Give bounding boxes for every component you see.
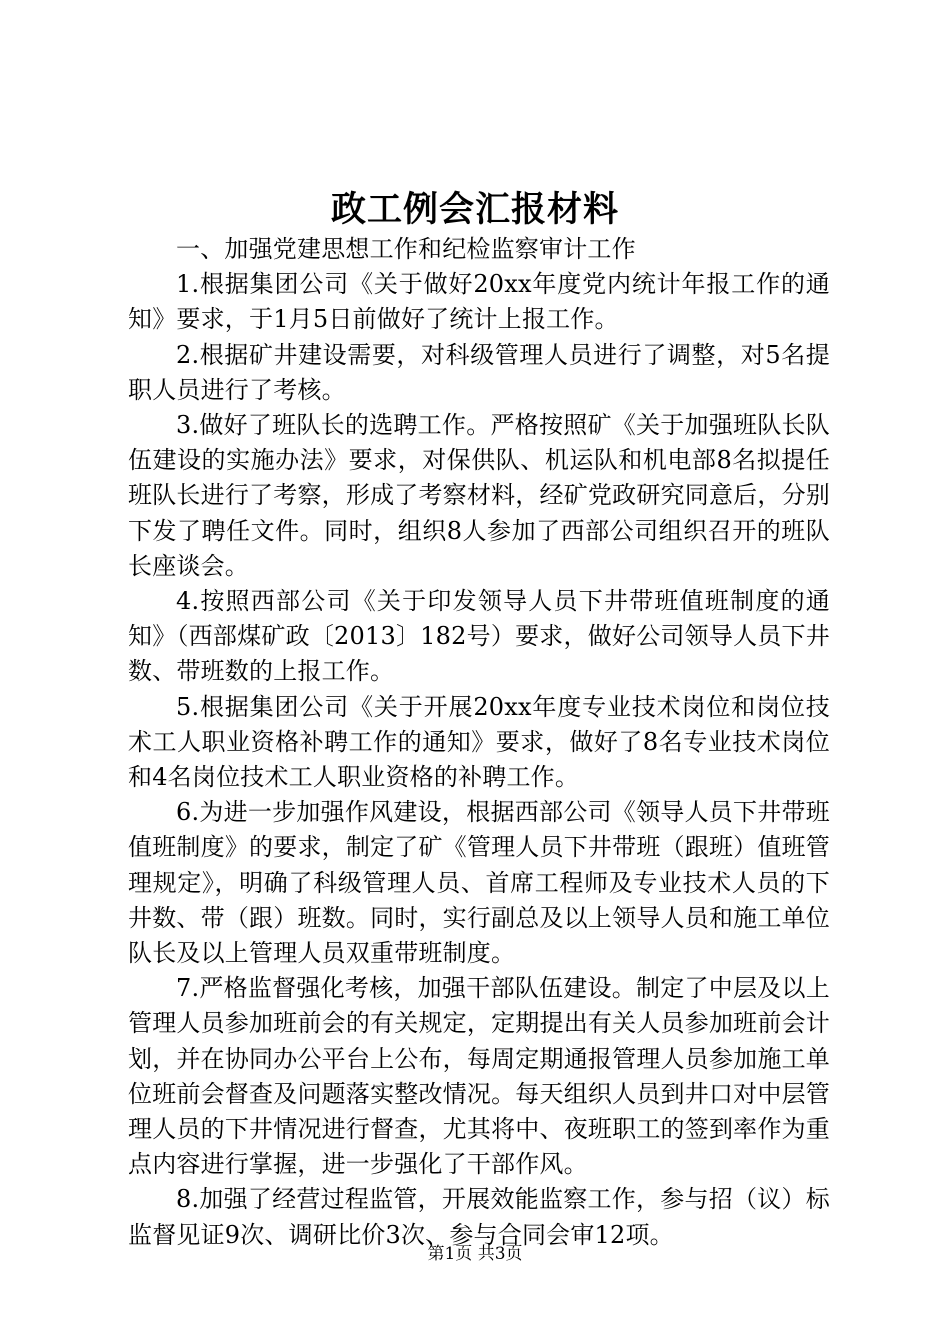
document-body [128,232,830,1253]
paragraph-item-1: 1.根据集团公司《关于做好20xx年度党内统计年报工作的通知》要求，于1月5日前做好了统计上报工作。 [128,270,830,334]
page-number: 第1页 共3页 [427,1244,523,1264]
section-heading: 一、加强党建思想工作和纪检监察审计工作 [176,235,636,263]
paragraph-item-8: 8.加强了经营过程监管，开展效能监察工作，参与招（议）标监督见证9次、调研比价3次、参与合同会审12项。 [128,1185,830,1249]
document-title: 政工例会汇报材料 [330,189,619,230]
paragraph-item-6: 6.为进一步加强作风建设，根据西部公司《领导人员下井带班值班制度》的要求，制定了矿《管理人员下井带班（跟班）值班管理规定》，明确了科级管理人员、首席工程师及专业技术人员的下井数、带（跟）班数。同时，实行副总及以上领导人员和施工单位队长及以上管理人员双重带班制度。 [128,798,830,968]
paragraph-item-3: 3.做好了班队长的选聘工作。严格按照矿《关于加强班队长队伍建设的实施办法》要求，对保供队、机运队和机电部8名拟提任班队长进行了考察，形成了考察材料，经矿党政研究同意后，分别下发了聘任文件。同时，组织8人参加了西部公司组织召开的班队长座谈会。 [128,411,830,580]
paragraph-item-5: 5.根据集团公司《关于开展20xx年度专业技术岗位和岗位技术工人职业资格补聘工作的通知》要求，做好了8名专业技术岗位和4名岗位技术工人职业资格的补聘工作。 [128,692,830,792]
paragraph-item-4: 4.按照西部公司《关于印发领导人员下井带班值班制度的通知》（西部煤矿政〔2013〕182号）要求，做好公司领导人员下井数、带班数的上报工作。 [128,587,830,686]
paragraph-item-2: 2.根据矿井建设需要，对科级管理人员进行了调整，对5名提职人员进行了考核。 [128,340,830,404]
paragraph-item-7: 7.严格监督强化考核，加强干部队伍建设。制定了中层及以上管理人员参加班前会的有关规定，定期提出有关人员参加班前会计划，并在协同办公平台上公布，每周定期通报管理人员参加施工单位班前会督查及问题落实整改情况。每天组织人员到井口对中层管理人员的下井情况进行督查，尤其将中、夜班职工的签到率作为重点内容进行掌握，进一步强化了干部作风。 [128,974,830,1179]
